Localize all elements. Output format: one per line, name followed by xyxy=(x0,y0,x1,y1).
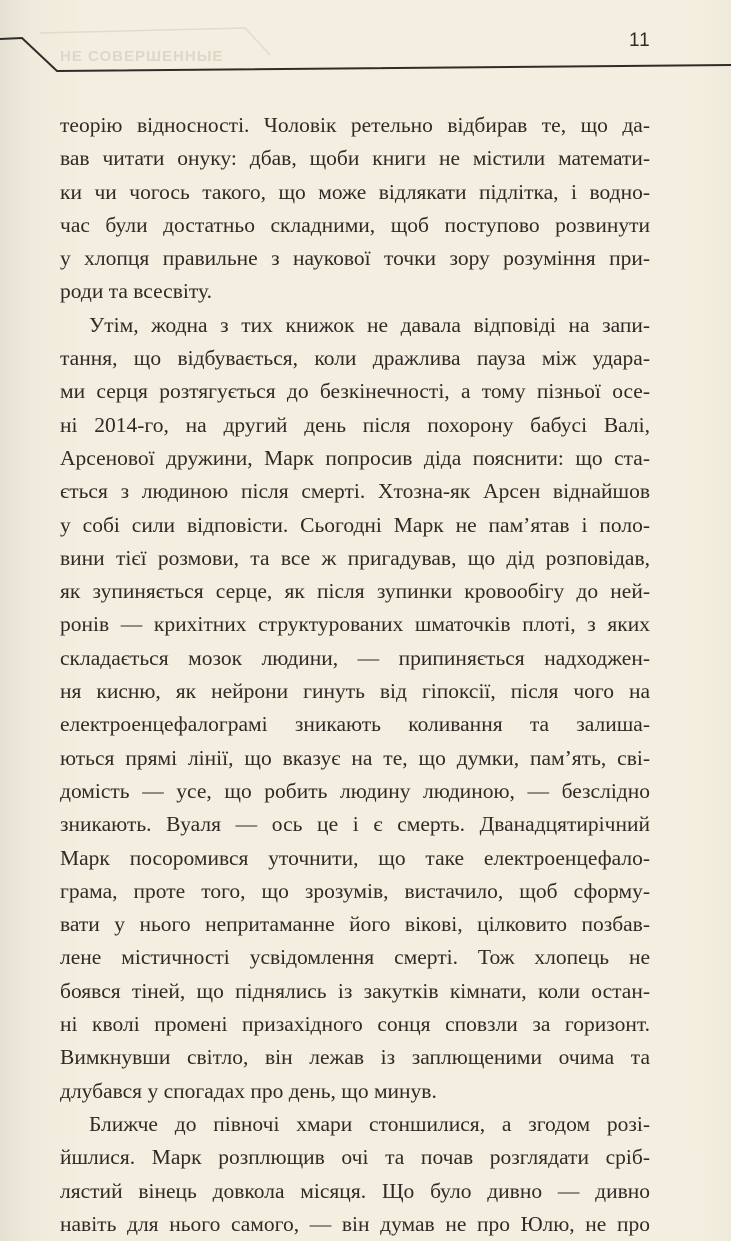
paragraph-1 xyxy=(60,109,650,309)
paragraph-3 xyxy=(60,1108,650,1241)
text-line: у хлопця правильне з наукової точки зору розуміння при- xyxy=(60,246,650,271)
text-line: електроенцефалограмі зникають коливання та залиша- xyxy=(60,712,650,737)
text-line: лене містичності усвідомлення смерті. Тож хлопець не xyxy=(60,945,650,970)
text-line: грама, проте того, що зрозумів, вистачило, щоб сформу- xyxy=(60,878,650,903)
text-line: ні кволі промені призахідного сонця сповзли за горизонт. xyxy=(60,1012,650,1037)
running-head-bleedthrough: НЕ СОВЕРШЕННЫЕ xyxy=(60,48,224,65)
paragraph-2 xyxy=(60,309,650,1108)
text-line: вини тієї розмови, та все ж пригадував, що дід розповідав, xyxy=(60,545,650,570)
text-line: йшлися. Марк розплющив очі та почав розглядати сріб- xyxy=(60,1145,650,1170)
page-number: 11 xyxy=(629,30,651,51)
text-line: навіть для нього самого, — він думав не про Юлю, не про xyxy=(60,1211,650,1236)
text-line: ронів — крихітних структурованих шматочків плоті, з яких xyxy=(60,612,650,637)
text-line: ки чи чогось такого, що може відлякати підлітка, і водно- xyxy=(60,179,650,204)
text-line: длубався у спогадах про день, що минув. xyxy=(60,1078,437,1103)
text-line: зникають. Вуаля — ось це і є смерть. Дванадцятирічний xyxy=(60,812,650,837)
text-line: як зупиняється серце, як після зупинки кровообігу до ней- xyxy=(60,579,650,604)
text-line: домість — усе, що робить людину людиною, — безслідно xyxy=(60,778,650,803)
text-line: лястий вінець довкола місяця. Що було дивно — дивно xyxy=(60,1178,650,1203)
text-line: ні 2014-го, на другий день після похорону бабусі Валі, xyxy=(60,412,650,437)
text-line: Марк посоромився уточнити, що таке електроенцефало- xyxy=(60,845,650,870)
text-line: час були достатньо складними, щоб поступово розвинути xyxy=(60,212,650,237)
text-line: вав читати онуку: дбав, щоби книги не містили математи- xyxy=(60,146,650,171)
text-line: ми серця розтягується до безкінечності, а тому пізньої осе- xyxy=(60,379,650,404)
text-line: Утім, жодна з тих книжок не давала відповіді на запи- xyxy=(89,312,650,337)
text-line: складається мозок людини, — припиняється надходжен- xyxy=(60,645,650,670)
header-rule-ornament xyxy=(0,0,731,90)
text-line: ється з людиною після смерті. Хтозна-як Арсен віднайшов xyxy=(60,479,650,504)
body-text xyxy=(60,109,650,1241)
text-line: боявся тіней, що піднялись із закутків кімнати, коли остан- xyxy=(60,978,650,1003)
text-line: Ближче до півночі хмари стоншилися, а згодом розі- xyxy=(89,1111,650,1136)
text-line: роди та всесвіту. xyxy=(60,279,212,304)
text-line: ня кисню, як нейрони гинуть від гіпоксії, після чого на xyxy=(60,679,650,704)
text-line: Вимкнувши світло, він лежав із заплющеними очима та xyxy=(60,1045,650,1070)
text-line: ються прямі лінії, що вказує на те, що думки, пам’ять, сві- xyxy=(60,745,650,770)
text-line: тання, що відбувається, коли дражлива пауза між удара- xyxy=(60,346,650,371)
text-line: Арсенової дружини, Марк попросив діда пояснити: що ста- xyxy=(60,445,650,470)
text-line: у собі сили відповісти. Сьогодні Марк не пам’ятав і поло- xyxy=(60,512,650,537)
page-header xyxy=(0,0,731,90)
text-line: теорію відносності. Чоловік ретельно відбирав те, що да- xyxy=(60,113,650,137)
text-line: вати у нього непритаманне його вікові, цілковито позбав- xyxy=(60,912,650,937)
